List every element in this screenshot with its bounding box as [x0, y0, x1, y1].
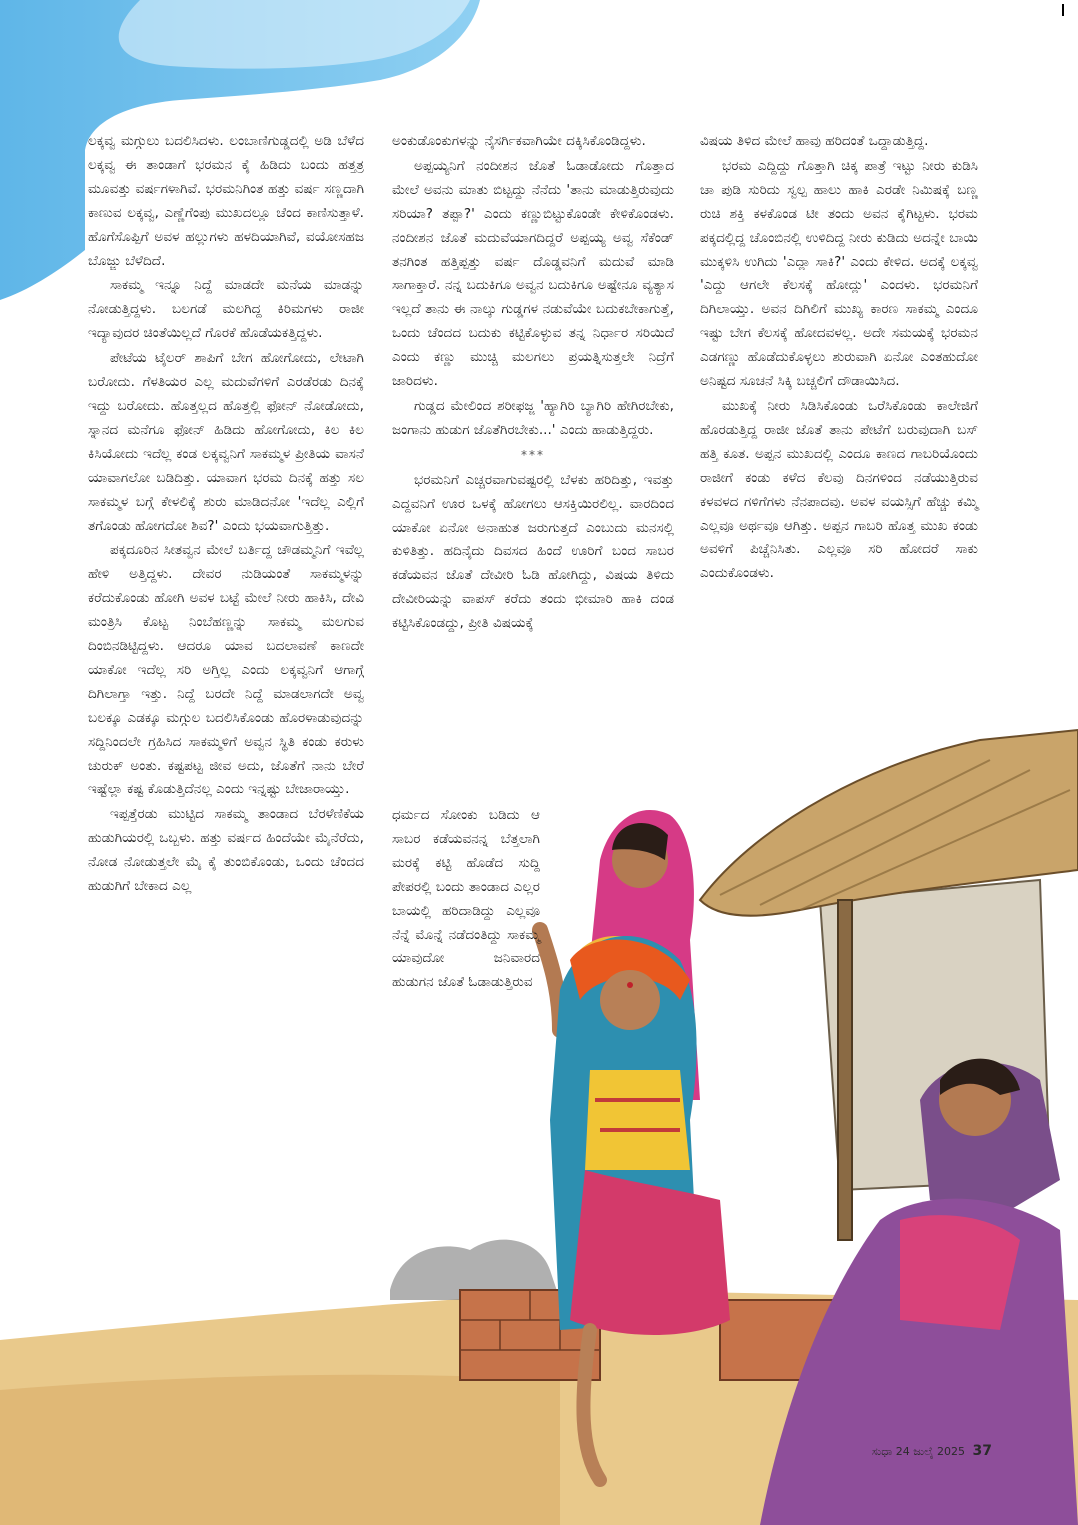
- paragraph: ಭರಮ ಎದ್ದಿದ್ದು ಗೊತ್ತಾಗಿ ಚಿಕ್ಕ ಪಾತ್ರೆ ಇಟ್ಟು ನೀರು ಕುಡಿಸಿ ಚಾ ಪುಡಿ ಸುರಿದು ಸ್ವಲ್ಪ ಹಾಲು ಹಾಕಿ ಎರಡೇ ನಿಮಿಷಕ್ಕೆ ಬಣ್ಣ ರುಚಿ ಶಕ್ತಿ ಕಳಕೊಂಡ ಟೀ ತಂದು ಅವನ ಕೈಗಿಟ್ಟಳು. ಭರಮ ಪಕ್ಕದಲ್ಲಿದ್ದ ಚೊಂಬಿನಲ್ಲಿ ಉಳಿದಿದ್ದ ನೀರು ಕುಡಿದು ಅದನ್ನೇ ಬಾಯಿ ಮುಕ್ಕಳಿಸಿ ಉಗಿದು 'ಎದ್ಲಾ ಸಾಕಿ?' ಎಂದು ಕೇಳಿದ. ಅದಕ್ಕೆ ಲಕ್ಕವ್ವ 'ಎದ್ದು ಆಗಲೇ ಕೆಲಸಕ್ಕೆ ಹೋದ್ಲು' ಎಂದಳು. ಭರಮನಿಗೆ ದಿಗಿಲಾಯ್ತು. ಅವನ ದಿಗಿಲಿಗೆ ಮುಖ್ಯ ಕಾರಣ ಸಾಕಮ್ಮ ಎಂದೂ ಇಷ್ಟು ಬೇಗ ಕೆಲಸಕ್ಕೆ ಹೋದವಳಲ್ಲ. ಅದೇ ಸಮಯಕ್ಕೆ ಭರಮನ ಎಡಗಣ್ಣು ಹೊಡೆದುಕೊಳ್ಳಲು ಶುರುವಾಗಿ ಏನೋ ಎಂತಹುದೋ ಅನಿಷ್ಟದ ಸೂಚನೆ ಸಿಕ್ಕಿ ಬಚ್ಚಲಿಗೆ ದೌಡಾಯಿಸಿದ.: [700, 157, 978, 390]
- article-column-3: [700, 130, 978, 586]
- paragraph: ಲಕ್ಕವ್ವ ಮಗ್ಗುಲು ಬದಲಿಸಿದಳು. ಲಂಬಾಣಿಗುಡ್ಡದಲ್ಲಿ ಅಡಿ ಬೆಳೆದ ಲಕ್ಕವ್ವ ಈ ತಾಂಡಾಗೆ ಭರಮನ ಕೈ ಹಿಡಿದು ಬಂದು ಹತ್ತತ್ರ ಮೂವತ್ತು ವರ್ಷಗಳಾಗಿವೆ. ಭರಮನಿಗಿಂತ ಹತ್ತು ವರ್ಷ ಸಣ್ಣದಾಗಿ ಕಾಣುವ ಲಕ್ಕವ್ವ, ಎಣ್ಣೆಗೆಂಪು ಮುಖದಲ್ಲೂ ಚೆಂದ ಕಾಣಿಸುತ್ತಾಳೆ. ಹೊಗೆಸೊಪ್ಪಿಗೆ ಅವಳ ಹಲ್ಲುಗಳು ಹಳದಿಯಾಗಿವೆ, ವಯೋಸಹಜ ಬೊಜ್ಜು ಬೆಳೆದಿದೆ.: [88, 133, 364, 269]
- paragraph: ಅಪ್ಪಯ್ಯನಿಗೆ ನಂದೀಶನ ಜೊತೆ ಓಡಾಡೋದು ಗೊತ್ತಾದ ಮೇಲೆ ಅವನು ಮಾತು ಬಿಟ್ಟದ್ದು ನೆನೆದು 'ತಾನು ಮಾಡುತ್ತಿರುವುದು ಸರಿಯಾ? ತಪ್ಪಾ?' ಎಂದು ಕಣ್ಣುಬಿಟ್ಟುಕೊಂಡೇ ಕೇಳಿಕೊಂಡಳು. ನಂದೀಶನ ಜೊತೆ ಮದುವೆಯಾಗದಿದ್ದರೆ ಅಪ್ಪಯ್ಯ ಅವ್ವ ಸೆಕೆಂಡ್ ತನಗಿಂತ ಹತ್ತಿಪ್ಪತ್ತು ವರ್ಷ ದೊಡ್ಡವನಿಗೆ ಮದುವೆ ಮಾಡಿ ಸಾಗಾಕ್ತಾರೆ. ನನ್ನ ಬದುಕಿಗೂ ಅವ್ವನ ಬದುಕಿಗೂ ಅಷ್ಟೇನೂ ವ್ಯತ್ಯಾಸ ಇಲ್ಲದೆ ತಾನು ಈ ನಾಲ್ಕು ಗುಡ್ಡಗಳ ನಡುವೆಯೇ ಬದುಕಬೇಕಾಗುತ್ತೆ, ಒಂದು ಚೆಂದದ ಬದುಕು ಕಟ್ಟಿಕೊಳ್ಳುವ ತನ್ನ ನಿರ್ಧಾರ ಸರಿಯಿದೆ ಎಂದು ಕಣ್ಣು ಮುಚ್ಚಿ ಮಲಗಲು ಪ್ರಯತ್ನಿಸುತ್ತಲೇ ನಿದ್ರೆಗೆ ಜಾರಿದಳು.: [392, 157, 674, 390]
- paragraph: ವಿಷಯ ತಿಳಿದ ಮೇಲೆ ಹಾವು ಹರಿದಂತೆ ಒದ್ದಾಡುತ್ತಿದ್ದ.: [700, 133, 929, 149]
- paragraph: ಗುಡ್ಡದ ಮೇಲಿಂದ ಶರೀಫಜ್ಜ 'ಹ್ಯಾಗಿರಿ ಬ್ಯಾಗಿರಿ ಹೇಗಿರಬೇಕು, ಜಂಗಾನು ಹುಡುಗ ಜೊತೆಗಿರಬೇಕು...' ಎಂದು ಹಾಡುತ್ತಿದ್ದರು.: [392, 397, 674, 438]
- article-column-2-continuation: [392, 804, 540, 995]
- article-column-2: [392, 130, 674, 636]
- page-number: 37: [972, 1443, 992, 1459]
- paragraph: ಸಾಕಮ್ಮ ಇನ್ನೂ ನಿದ್ದೆ ಮಾಡದೇ ಮನೆಯ ಮಾಡನ್ನು ನೋಡುತ್ತಿದ್ದಳು. ಬಲಗಡೆ ಮಲಗಿದ್ದ ಕಿರಿಮಗಳು ರಾಜೀ ಇದ್ಯಾವುದರ ಚಿಂತೆಯಿಲ್ಲದೆ ಗೊರಕೆ ಹೊಡೆಯಕತ್ತಿದ್ದಳು.: [88, 277, 364, 342]
- paragraph: ಅಂಕುಡೊಂಕುಗಳನ್ನು ನೈಸರ್ಗಿಕವಾಗಿಯೇ ದಕ್ಕಿಸಿಕೊಂಡಿದ್ದಳು.: [392, 133, 646, 149]
- paragraph: ಧರ್ಮದ ಸೋಂಕು ಬಡಿದು ಆ ಸಾಬರ ಕಡೆಯವನನ್ನ ಬೆತ್ತಲಾಗಿ ಮರಕ್ಕೆ ಕಟ್ಟಿ ಹೊಡೆದ ಸುದ್ದಿ ಪೇಪರಲ್ಲಿ ಬಂದು ತಾಂಡಾದ ಎಲ್ಲರ ಬಾಯಲ್ಲಿ ಹರಿದಾಡಿದ್ದು ಎಲ್ಲವೂ ನೆನ್ನೆ ಮೊನ್ನೆ ನಡೆದಂತಿದ್ದು ಸಾಕಮ್ಮ ಯಾವುದೋ ಜನಿವಾರದ ಹುಡುಗನ ಜೊತೆ ಓಡಾಡುತ್ತಿರುವ: [392, 807, 540, 991]
- paragraph: ಭರಮನಿಗೆ ಎಚ್ಚರವಾಗುವಷ್ಟರಲ್ಲಿ ಬೆಳಕು ಹರಿದಿತ್ತು, ಇವತ್ತು ಎದ್ದವನಿಗೆ ಊರ ಒಳಕ್ಕೆ ಹೋಗಲು ಆಸಕ್ತಿಯಿರಲಿಲ್ಲ. ವಾರದಿಂದ ಯಾಕೋ ಏನೋ ಅನಾಹುತ ಜರುಗುತ್ತದೆ ಎಂಬುದು ಮನಸಲ್ಲಿ ಕುಳಿತಿತ್ತು. ಹದಿನೈದು ದಿವಸದ ಹಿಂದೆ ಊರಿಗೆ ಬಂದ ಸಾಬರ ಕಡೆಯವನ ಜೊತೆ ದೇವೀರಿ ಓಡಿ ಹೋಗಿದ್ದು, ವಿಷಯ ತಿಳಿದು ದೇವೀರಿಯನ್ನು ವಾಪಸ್ ಕರೆದು ತಂದು ಭೀಮಾರಿ ಹಾಕಿ ದಂಡ ಕಟ್ಟಿಸಿಕೊಂಡದ್ದು, ಪ್ರೀತಿ ವಿಷಯಕ್ಕೆ: [392, 471, 674, 632]
- section-divider: ***: [521, 447, 545, 462]
- paragraph: ಪೇಟೆಯ ಟೈಲರ್ ಶಾಪಿಗೆ ಬೇಗ ಹೋಗೋದು, ಲೇಟಾಗಿ ಬರೋದು. ಗೆಳತಿಯರ ಎಲ್ಲ ಮದುವೆಗಳಿಗೆ ಎರಡೆರಡು ದಿನಕ್ಕೆ ಇದ್ದು ಬರೋದು. ಹೊತ್ತಲ್ಲದ ಹೊತ್ತಲ್ಲಿ ಫೋನ್ ನೋಡೋದು, ಸ್ನಾನದ ಮನೆಗೂ ಫೋನ್ ಹಿಡಿದು ಹೋಗೋದು, ಕಿಲ ಕಿಲ ಕಿಸಿಯೋದು ಇದೆಲ್ಲ ಕಂಡ ಲಕ್ಕವ್ವನಿಗೆ ಸಾಕಮ್ಮಳ ಪ್ರೀತಿಯ ವಾಸನೆ ಯಾವಾಗಲೋ ಬಡಿದಿತ್ತು. ಯಾವಾಗ ಭರಮ ದಿನಕ್ಕೆ ಹತ್ತು ಸಲ ಸಾಕಮ್ಮಳ ಬಗ್ಗೆ ಕೇಳಲಿಕ್ಕೆ ಶುರು ಮಾಡಿದನೋ 'ಇದೆಲ್ಲ ಎಲ್ಲಿಗೆ ತಗೊಂಡು ಹೋಗದೋ ಶಿವ?' ಎಂದು ಭಯವಾಗುತ್ತಿತ್ತು.: [88, 350, 364, 534]
- magazine-date: ಸುಧಾ 24 ಜುಲೈ 2025: [871, 1445, 966, 1458]
- crop-mark: [1062, 4, 1064, 16]
- paragraph: ಪಕ್ಕದೂರಿನ ಸೀತವ್ವನ ಮೇಲೆ ಬರ್ತಿದ್ದ ಚೌಡಮ್ಮನಿಗೆ ಇವೆಲ್ಲ ಹೇಳಿ ಅತ್ತಿದ್ದಳು. ದೇವರ ನುಡಿಯಂತೆ ಸಾಕಮ್ಮಳನ್ನು ಕರೆದುಕೊಂಡು ಹೋಗಿ ಅವಳ ಬಟ್ಟೆ ಮೇಲೆ ನೀರು ಹಾಕಿಸಿ, ದೇವಿ ಮಂತ್ರಿಸಿ ಕೊಟ್ಟ ನಿಂಬೆಹಣ್ಣನ್ನು ಸಾಕಮ್ಮ ಮಲಗುವ ದಿಂಬಿನಡಿಟ್ಟಿದ್ದಳು. ಆದರೂ ಯಾವ ಬದಲಾವಣೆ ಕಾಣದೇ ಯಾಕೋ ಇದೆಲ್ಲ ಸರಿ ಅಗ್ತಿಲ್ಲ ಎಂದು ಲಕ್ಕವ್ವನಿಗೆ ಆಗಾಗ್ಗೆ ದಿಗಿಲಾಗ್ತಾ ಇತ್ತು. ನಿದ್ದೆ ಬರದೇ ನಿದ್ದೆ ಮಾಡಲಾಗದೇ ಅವ್ವ ಬಲಕ್ಕೂ ಎಡಕ್ಕೂ ಮಗ್ಗುಲ ಬದಲಿಸಿಕೊಂಡು ಹೊರಳಾಡುವುದನ್ನು ಸದ್ದಿನಿಂದಲೇ ಗ್ರಹಿಸಿದ ಸಾಕಮ್ಮಳಿಗೆ ಅವ್ವನ ಸ್ಥಿತಿ ಕಂಡು ಕರುಳು ಚುರುಕ್ ಅಂತು. ಕಷ್ಟಪಟ್ಟ ಜೀವ ಅದು, ಜೊತೆಗೆ ನಾನು ಬೇರೆ ಇಷ್ಟೆಲ್ಲಾ ಕಷ್ಟ ಕೊಡುತ್ತಿದೆನಲ್ಲ ಎಂದು ಇನ್ನಷ್ಟು ಬೇಜಾರಾಯ್ತು.: [88, 542, 364, 798]
- page-footer: [820, 1443, 992, 1459]
- paragraph: ಮುಖಕ್ಕೆ ನೀರು ಸಿಡಿಸಿಕೊಂಡು ಒರೆಸಿಕೊಂಡು ಕಾಲೇಜಿಗೆ ಹೊರಡುತ್ತಿದ್ದ ರಾಜೀ ಜೊತೆ ತಾನು ಪೇಟೆಗೆ ಬರುವುದಾಗಿ ಬಸ್ ಹತ್ತಿ ಕೂತ. ಅಪ್ಪನ ಮುಖದಲ್ಲಿ ಎಂದೂ ಕಾಣದ ಗಾಬರಿಯೊಂದು ರಾಜೀಗೆ ಕಂಡು ಕಳೆದ ಕೆಲವು ದಿನಗಳಿಂದ ನಡೆಯುತ್ತಿರುವ ಕಳವಳದ ಗಳಿಗೆಗಳು ನೆನಪಾದವು. ಅವಳ ವಯಸ್ಸಿಗೆ ಹೆಚ್ಚು ಕಮ್ಮಿ ಎಲ್ಲವೂ ಅರ್ಥವೂ ಆಗಿತ್ತು. ಅಪ್ಪನ ಗಾಬರಿ ಹೊತ್ತ ಮುಖ ಕಂಡು ಅವಳಿಗೆ ಪಿಚ್ಚೆನಿಸಿತು. ಎಲ್ಲವೂ ಸರಿ ಹೋದರೆ ಸಾಕು ಎಂದುಕೊಂಡಳು.: [700, 397, 978, 582]
- article-column-1: [88, 130, 364, 899]
- paragraph: ಇಪ್ಪತ್ತೆರಡು ಮುಟ್ಟಿದ ಸಾಕಮ್ಮ ತಾಂಡಾದ ಬೆರಳೆಣಿಕೆಯ ಹುಡುಗಿಯರಲ್ಲಿ ಒಬ್ಬಳು. ಹತ್ತು ವರ್ಷದ ಹಿಂದೆಯೇ ಮೈನೆರೆದು, ನೋಡ ನೋಡುತ್ತಲೇ ಮೈ ಕೈ ತುಂಬಿಕೊಂಡು, ಒಂದು ಚೆಂದದ ಹುಡುಗಿಗೆ ಬೇಕಾದ ಎಲ್ಲ: [88, 806, 364, 895]
